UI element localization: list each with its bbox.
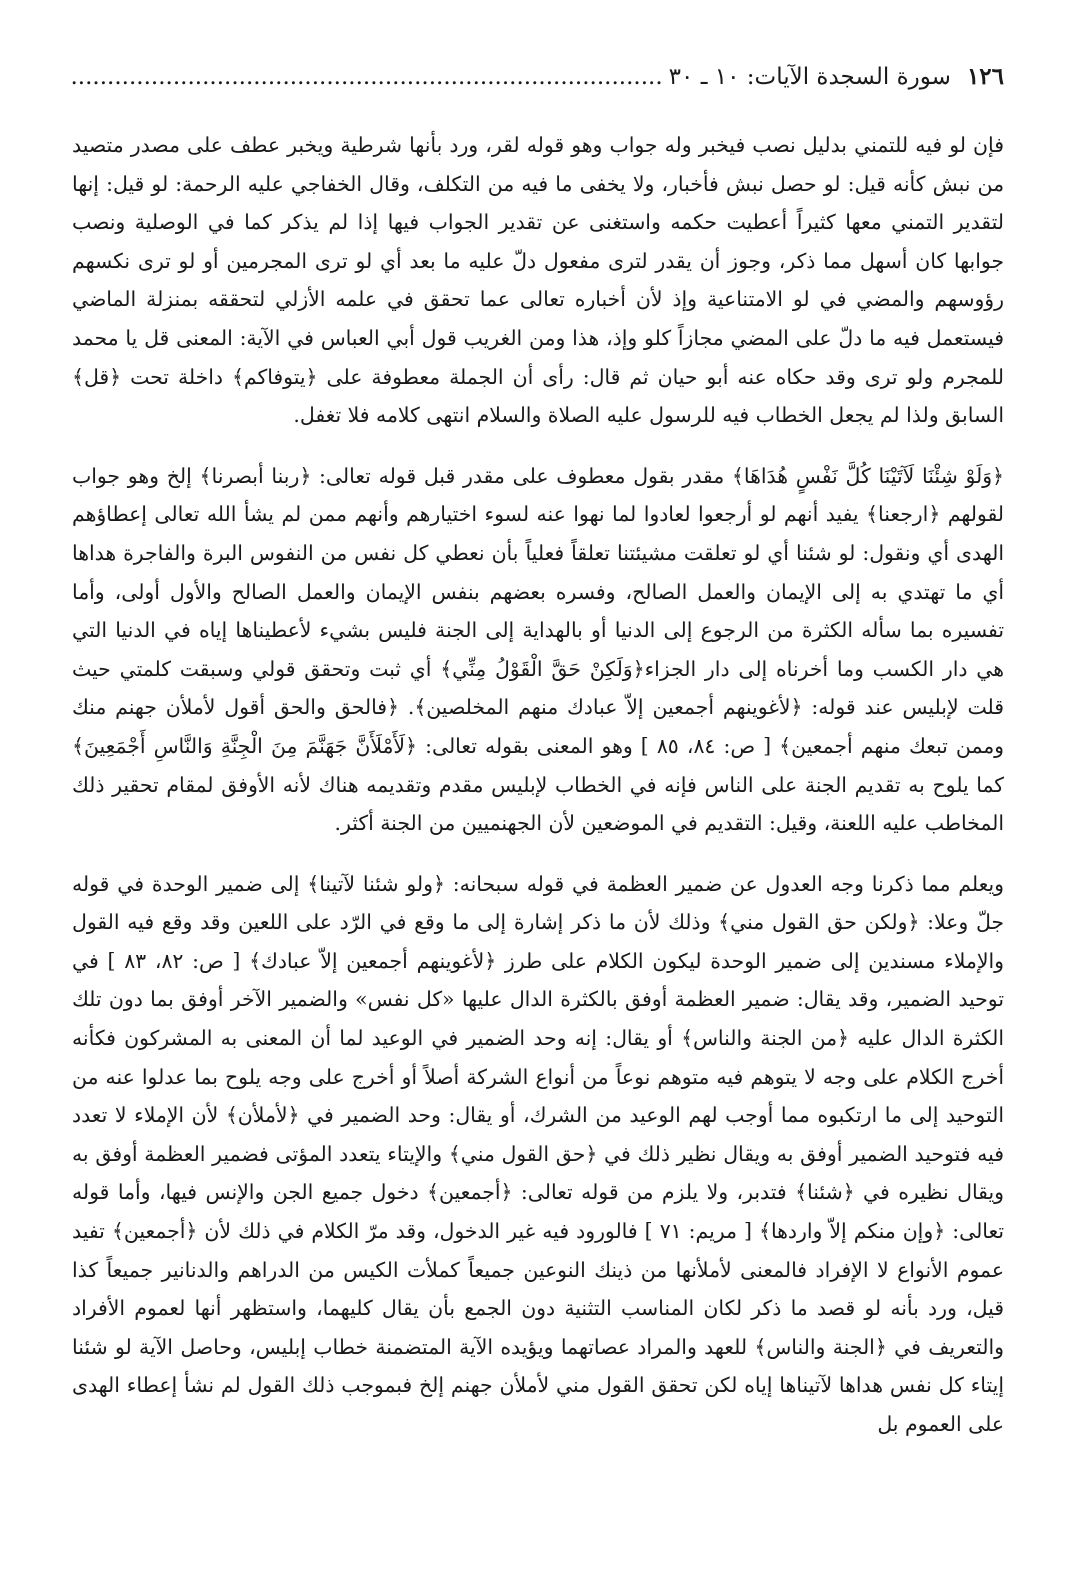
running-header xyxy=(72,62,1004,96)
paragraph-2: ﴿وَلَوْ شِئْنَا لَآتَيْنَا كُلَّ نَفْسٍ هُدَاهَا﴾ مقدر بقول معطوف على مقدر قبل قوله تعالى: ﴿ربنا أبصرنا﴾ إلخ وهو جواب لقولهم ﴿ارجعنا﴾ يفيد أنهم لو أرجعوا لعادوا لما نهوا عنه لسوء اختيارهم وأنهم ممن لم يشأ الله تعالى إعطاؤهم الهدى أي ونقول: لو شئنا أي لو تعلقت مشيئتنا تعلقاً فعلياً بأن نعطي كل نفس من النفوس البرة والفاجرة هداها أي ما تهتدي به إلى الإيمان والعمل الصالح، وفسره بعضهم بنفس الإيمان والعمل الصالح والأول أولى، وأما تفسيره بما سأله الكثرة من الرجوع إلى الدنيا أو بالهداية إلى الجنة فليس بشيء لأعطيناها إياه في الدنيا التي هي دار الكسب وما أخرناه إلى دار الجزاء﴿وَلَكِنْ حَقَّ الْقَوْلُ مِنِّي﴾ أي ثبت وتحقق قولي وسبقت كلمتي حيث قلت لإبليس عند قوله: ﴿لأغوينهم أجمعين إلاّ عبادك منهم المخلصين﴾. ﴿فالحق والحق أقول لأملأن جهنم منك وممن تبعك منهم أجمعين﴾ [ ص: ٨٤، ٨٥ ] وهو المعنى بقوله تعالى: ﴿لَأَمْلَأَنَّ جَهَنَّمَ مِنَ الْجِنَّةِ وَالنَّاسِ أَجْمَعِينَ﴾ كما يلوح به تقديم الجنة على الناس فإنه في الخطاب لإبليس مقدم وتقديمه هناك لأنه الأوفق لمقام تحقير ذلك المخاطب عليه اللعنة، وقيل: التقديم في الموضعين لأن الجهنميين من الجنة أكثر. xyxy=(72,463,1004,836)
paragraph-1: فإن لو فيه للتمني بدليل نصب فيخبر وله جواب وهو قوله لقر، ورد بأنها شرطية ويخبر عطف على مصدر متصيد من نبش كأنه قيل: لو حصل نبش فأخبار، ولا يخفى ما فيه من التكلف، وقال الخفاجي عليه الرحمة: لو قيل: إنها لتقدير التمني معها كثيراً أعطيت حكمه واستغنى عن تقدير الجواب فيها إذا لم يذكر كما في الوصلية ونصب جوابها كان أسهل مما ذكر، وجوز أن يقدر لترى مفعول دلّ عليه ما بعد أي لو ترى المجرمين أو لو ترى نكسهم رؤوسهم والمضي في لو الامتناعية وإذ لأن أخباره تعالى عما تحقق في علمه الأزلي لتحققه بمنزلة الماضي فيستعمل فيه ما دلّ على المضي مجازاً كلو وإذ، هذا ومن الغريب قول أبي العباس في الآية: المعنى قل يا محمد للمجرم ولو ترى وقد حكاه عنه أبو حيان ثم قال: رأى أن الجملة معطوفة على ﴿يتوفاكم﴾ داخلة تحت ﴿قل﴾ السابق ولذا لم يجعل الخطاب فيه للرسول عليه الصلاة والسلام انتهى كلامه فلا تغفل. xyxy=(72,133,1004,428)
surah-title: سورة السجدة الآيات: ١٠ ـ ٣٠ ..... xyxy=(72,62,951,92)
paragraph-3: ويعلم مما ذكرنا وجه العدول عن ضمير العظمة في قوله سبحانه: ﴿ولو شئنا لآتينا﴾ إلى ضمير الوحدة في قوله جلّ وعلا: ﴿ولكن حق القول مني﴾ وذلك لأن ما ذكر إشارة إلى ما وقع في الرّد على اللعين وقد وقع فيه القول والإملاء مسندين إلى ضمير الوحدة ليكون الكلام على طرز ﴿لأغوينهم أجمعين إلاّ عبادك﴾ [ ص: ٨٢، ٨٣ ] في توحيد الضمير، وقد يقال: ضمير العظمة أوفق بالكثرة الدال عليها «كل نفس» والضمير الآخر أوفق بما دون تلك الكثرة الدال عليه ﴿من الجنة والناس﴾ أو يقال: إنه وحد الضمير في الوعيد لما أن المعنى به المشركون فكأنه أخرج الكلام على وجه لا يتوهم فيه متوهم نوعاً من أنواع الشركة أصلاً أو أخرج على وجه يلوح بما عدلوا عنه من التوحيد إلى ما ارتكبوه مما أوجب لهم الوعيد من الشرك، أو يقال: وحد الضمير في ﴿لأملأن﴾ لأن الإملاء لا تعدد فيه فتوحيد الضمير أوفق به ويقال نظير ذلك في ﴿حق القول مني﴾ والإيتاء يتعدد المؤتى فضمير العظمة أوفق به ويقال نظيره في ﴿شئنا﴾ فتدبر، ولا يلزم من قوله تعالى: ﴿أجمعين﴾ دخول جميع الجن والإنس فيها، وأما قوله تعالى: ﴿وإن منكم إلاّ واردها﴾ [ مريم: ٧١ ] فالورود فيه غير الدخول، وقد مرّ الكلام في ذلك لأن ﴿أجمعين﴾ تفيد عموم الأنواع لا الإفراد فالمعنى لأملأنها من ذينك النوعين جميعاً كملأت الكيس من الدراهم والدنانير جميعاً كذا قيل، ورد بأنه لو قصد ما ذكر لكان المناسب التثنية دون الجمع بأن يقال كليهما، واستظهر أنها لعموم الأفراد والتعريف في ﴿الجنة والناس﴾ للعهد والمراد عصاتهما ويؤيده الآية المتضمنة خطاب إبليس، وحاصل الآية لو شئنا إيتاء كل نفس هداها لآتيناها إياه لكن تحقق القول مني لأملأن جهنم إلخ فبموجب ذلك القول لم نشأ إعطاء الهدى على العموم بل xyxy=(72,871,1005,1436)
page-number: ١٢٦ xyxy=(966,63,1004,90)
